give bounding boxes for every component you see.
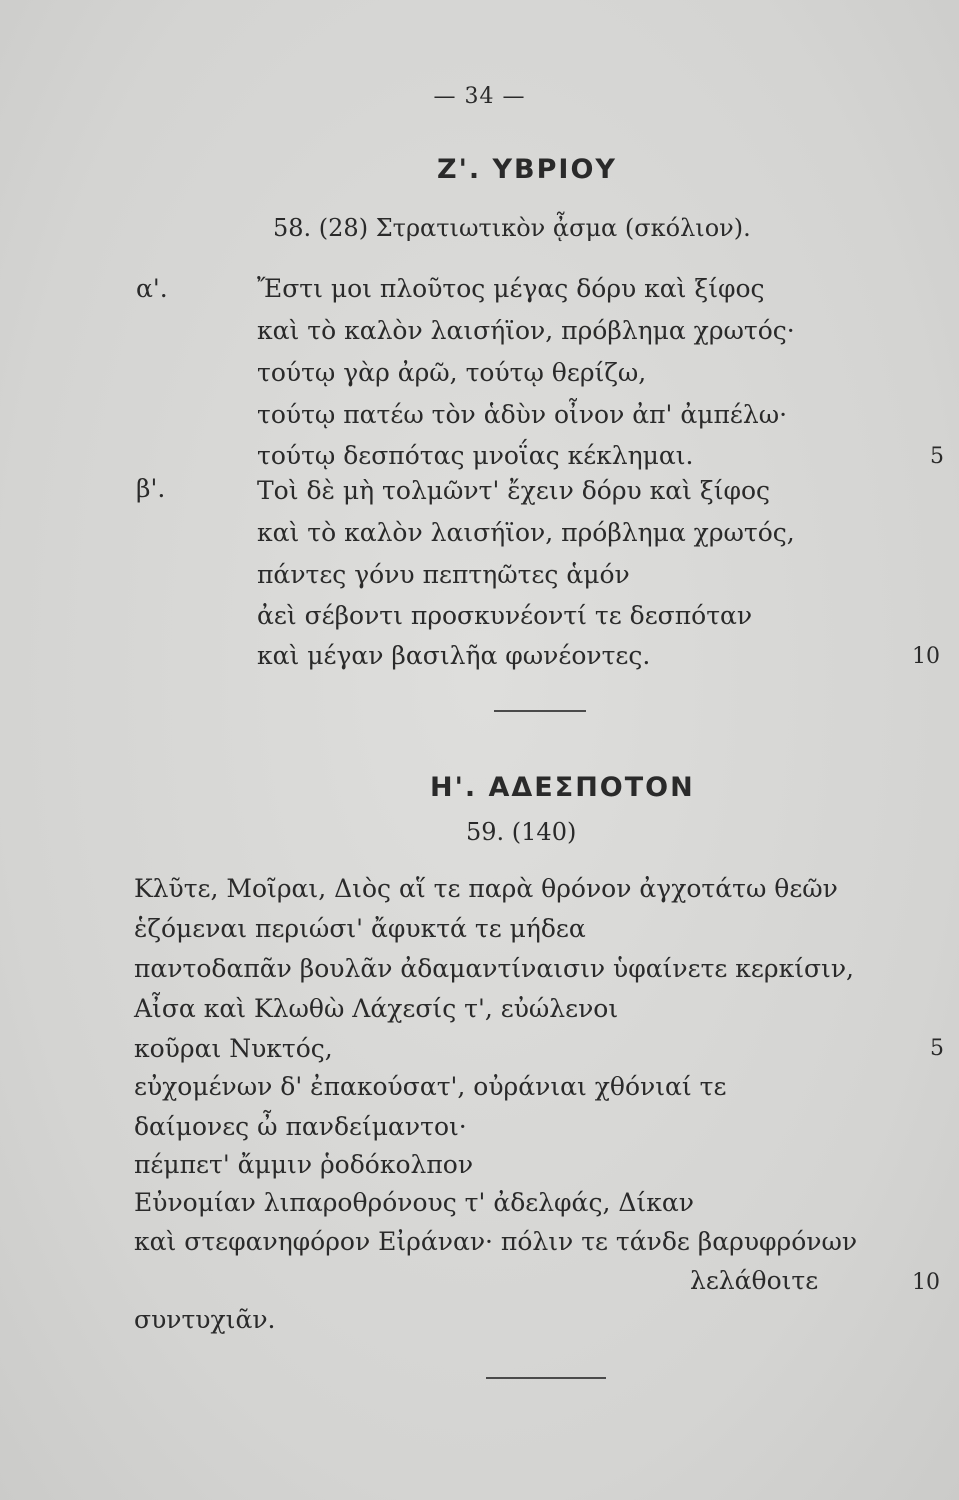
verse-line: παντοδαπᾶν βουλᾶν ἀδαμαντίναισιν ὑφαίνετε κερκίσιν, — [134, 954, 855, 983]
verse-line: δαίμονες ὦ πανδείμαντοι· — [134, 1112, 467, 1141]
stanza-marker-alpha: α'. — [136, 274, 168, 303]
stanza-marker-beta: β'. — [136, 474, 166, 503]
verse-line: τούτῳ πατέω τὸν ἁδὺν οἶνον ἀπ' ἀμπέλω· — [257, 400, 788, 429]
verse-line: Αἶσα καὶ Κλωθὼ Λάχεσίς τ', εὐώλενοι — [134, 994, 619, 1023]
verse-line: τούτῳ γὰρ ἀρῶ, τούτῳ θερίζω, — [257, 358, 647, 387]
line-number: 5 — [930, 444, 944, 469]
verse-line: πέμπετ' ἄμμιν ῥοδόκολπον — [134, 1150, 474, 1179]
verse-line: καὶ στεφανηφόρον Εἰράναν· πόλιν τε τάνδε βαρυφρόνων — [134, 1227, 858, 1256]
verse-line: Τοὶ δὲ μὴ τολμῶντ' ἔχειν δόρυ καὶ ξίφος — [257, 476, 771, 505]
section-divider — [494, 710, 586, 712]
verse-line: συντυχιᾶν. — [134, 1305, 276, 1334]
line-number: 10 — [912, 1270, 940, 1295]
verse-line: ἀεὶ σέβοντι προσκυνέοντί τε δεσπόταν — [257, 601, 753, 630]
line-number: 5 — [930, 1036, 944, 1061]
verse-line: πάντες γόνυ πεπτηῶτες ἁμόν — [257, 560, 630, 589]
verse-line: εὐχομένων δ' ἐπακούσατ', οὐράνιαι χθόνιαί τε — [134, 1072, 727, 1101]
verse-line: τούτῳ δεσπότας μνοΐας κέκλημαι. — [257, 441, 694, 470]
verse-line: Εὐνομίαν λιπαροθρόνους τ' ἀδελφάς, Δίκαν — [134, 1188, 694, 1217]
page-number: — 34 — — [433, 84, 526, 109]
verse-line: καὶ τὸ καλὸν λαισήϊον, πρόβλημα χρωτός, — [257, 518, 795, 547]
poem-heading-59: 59. (140) — [466, 818, 577, 846]
verse-line: καὶ μέγαν βασιλῆα φωνέοντες. — [257, 641, 651, 670]
verse-line: ἑζόμεναι περιώσι' ἄφυκτά τε μήδεα — [134, 914, 586, 943]
verse-line: Ἔστι μοι πλοῦτος μέγας δόρυ καὶ ξίφος — [257, 274, 765, 303]
verse-line: Κλῦτε, Μοῖραι, Διὸς αἵ τε παρὰ θρόνον ἀγχοτάτω θεῶν — [134, 874, 838, 903]
verse-line: κοῦραι Νυκτός, — [134, 1034, 333, 1063]
section-divider — [486, 1377, 606, 1379]
line-number: 10 — [912, 644, 940, 669]
verse-line: λελάθοιτε — [690, 1266, 819, 1295]
section-title-adespoton: Η'. ΑΔΕΣΠΟΤΟΝ — [430, 772, 695, 803]
verse-line: καὶ τὸ καλὸν λαισήϊον, πρόβλημα χρωτός· — [257, 316, 795, 345]
poem-heading-58: 58. (28) Στρατιωτικὸν ᾆσμα (σκόλιον). — [273, 214, 751, 242]
section-title-hybrias: Ζ'. ΥΒΡΙΟΥ — [437, 154, 617, 185]
